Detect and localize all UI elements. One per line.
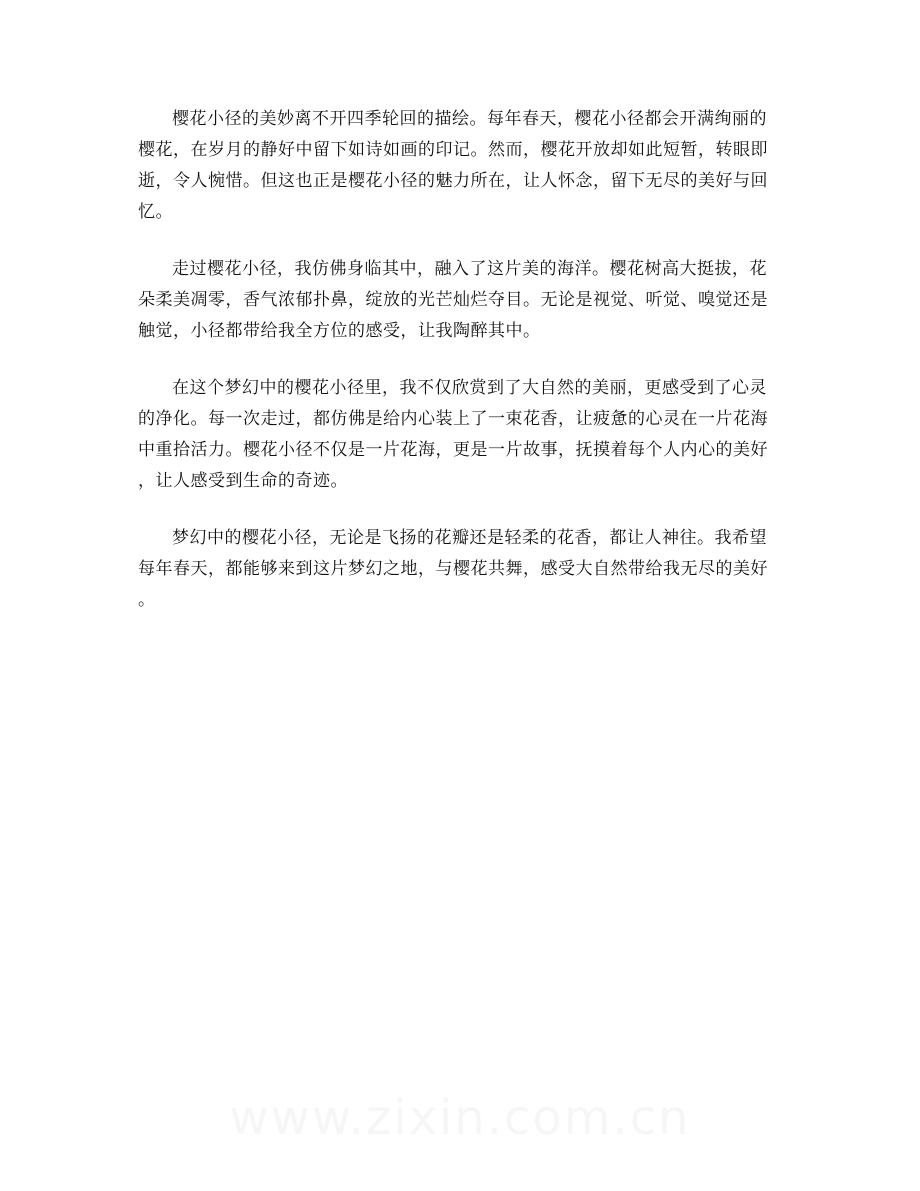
paragraph-line: 朵柔美凋零，香气浓郁扑鼻，绽放的光芒灿烂夺目。无论是视觉、听觉、嗅觉还是 — [138, 290, 768, 310]
paragraph-line: 中重拾活力。樱花小径不仅是一片花海，更是一片故事，抚摸着每个人内心的美好 — [138, 440, 768, 460]
paragraph-line: 触觉，小径都带给我全方位的感受，让我陶醉其中。 — [138, 321, 541, 341]
paragraph-line: 在这个梦幻中的樱花小径里，我不仅欣赏到了大自然的美丽，更感受到了心灵 — [172, 378, 767, 398]
paragraph-line: 樱花，在岁月的静好中留下如诗如画的印记。然而，樱花开放却如此短暂，转眼即 — [138, 140, 768, 160]
paragraph-line: 的净化。每一次走过，都仿佛是给内心装上了一束花香，让疲惫的心灵在一片花海 — [138, 409, 768, 429]
paragraph-line: 走过樱花小径，我仿佛身临其中，融入了这片美的海洋。樱花树高大挺拔，花 — [172, 259, 767, 279]
document-body — [138, 104, 790, 642]
paragraph-line: 樱花小径的美妙离不开四季轮回的描绘。每年春天，樱花小径都会开满绚丽的 — [172, 109, 767, 129]
watermark-text — [0, 1090, 920, 1146]
paragraph-line: 忆。 — [138, 202, 173, 222]
paragraph-line: 。 — [138, 590, 156, 610]
paragraph-line: ，让人感受到生命的奇迹。 — [138, 471, 348, 491]
paragraph-line: 梦幻中的樱花小径，无论是飞扬的花瓣还是轻柔的花香，都让人神往。我希望 — [172, 528, 767, 548]
paragraph-4 — [138, 523, 790, 616]
paragraph-line: 每年春天，都能够来到这片梦幻之地，与樱花共舞，感受大自然带给我无尽的美好 — [138, 559, 768, 579]
paragraph-line: 逝，令人惋惜。但这也正是樱花小径的魅力所在，让人怀念，留下无尽的美好与回 — [138, 171, 768, 191]
paragraph-1 — [138, 104, 790, 228]
paragraph-3 — [138, 373, 790, 497]
paragraph-2 — [138, 254, 790, 347]
